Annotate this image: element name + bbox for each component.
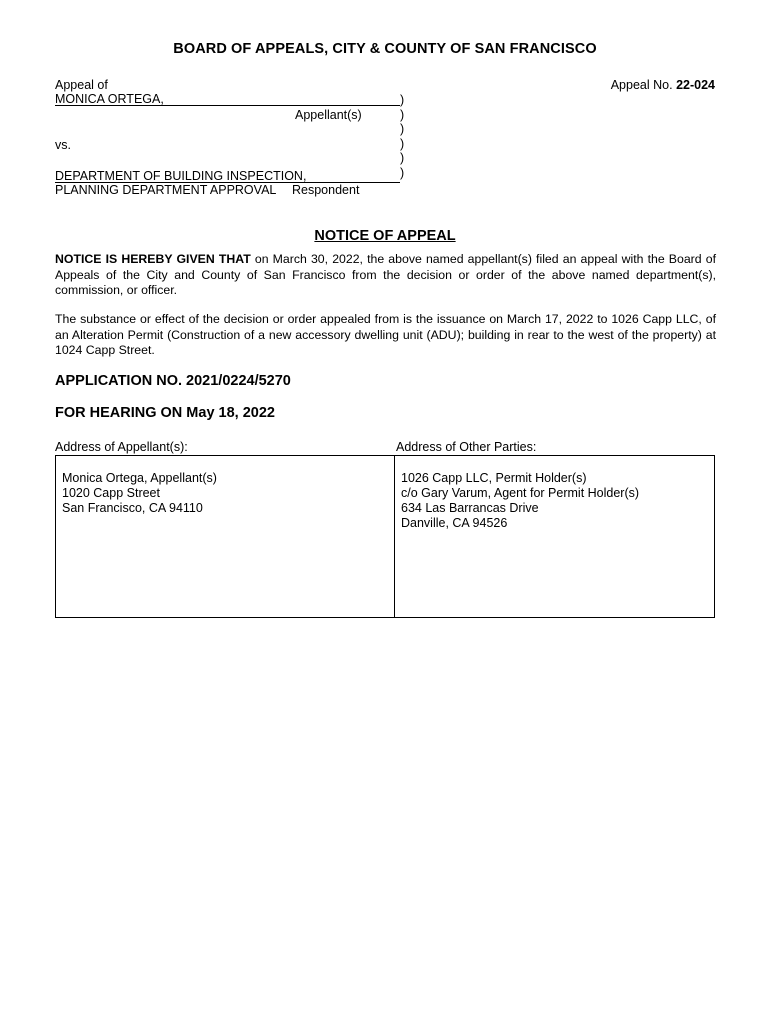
application-number: APPLICATION NO. 2021/0224/5270 <box>55 373 291 389</box>
case-caption <box>55 78 715 198</box>
appeal-number <box>611 78 715 92</box>
other-party-address-line: 1026 Capp LLC, Permit Holder(s) <box>401 471 587 485</box>
notice-heading: NOTICE OF APPEAL <box>314 228 456 244</box>
respondent-role: Respondent <box>292 183 360 197</box>
hearing-date: FOR HEARING ON May 18, 2022 <box>55 405 275 421</box>
appeal-of-label: Appeal of <box>55 78 108 92</box>
other-party-address-line: c/o Gary Varum, Agent for Permit Holder(s) <box>401 486 640 500</box>
appellant-address-line: Monica Ortega, Appellant(s) <box>62 471 217 485</box>
respondent-line-1: DEPARTMENT OF BUILDING INSPECTION, <box>55 169 307 183</box>
caption-parentheses: ) ) ) ) ) ) <box>400 93 405 180</box>
address-table <box>55 455 715 618</box>
appellant-address-label: Address of Appellant(s): <box>55 440 188 454</box>
notice-text: on March 30, 2022, the above named appellant(s) filed an appeal with the Board of Appeals of the City and County of San Francisco from the decision or order of the above named department(s), commission, or officer. <box>55 252 716 297</box>
other-parties-address-label: Address of Other Parties: <box>396 440 537 454</box>
appellant-address-cell <box>56 456 395 617</box>
other-parties-address-cell <box>395 456 714 617</box>
appeal-number-value: 22-024 <box>676 78 715 92</box>
respondent-line-2: PLANNING DEPARTMENT APPROVAL <box>55 183 277 197</box>
other-party-address-line: Danville, CA 94526 <box>401 516 508 530</box>
substance-paragraph: The substance or effect of the decision or order appealed from is the issuance on March 17, 2022 to 1026 Capp LLC, of an Alteration Permit (Construction of a new accessory dwelling unit (ADU); building in rear to the west of the property) at 1024 Capp Street. <box>55 312 716 357</box>
notice-lead: NOTICE IS HEREBY GIVEN THAT <box>55 252 251 266</box>
appellant-address-line: San Francisco, CA 94110 <box>62 501 203 515</box>
appellant-underline <box>55 105 400 106</box>
document-title: BOARD OF APPEALS, CITY & COUNTY OF SAN FRANCISCO <box>173 41 597 57</box>
notice-paragraph <box>55 252 716 299</box>
versus-label: vs. <box>55 138 71 152</box>
appellant-name: MONICA ORTEGA, <box>55 92 164 106</box>
other-party-address-line: 634 Las Barrancas Drive <box>401 501 539 515</box>
appeal-number-label: Appeal No. <box>610 78 673 92</box>
appellant-role: Appellant(s) <box>295 108 362 122</box>
appellant-address-line: 1020 Capp Street <box>62 486 160 500</box>
